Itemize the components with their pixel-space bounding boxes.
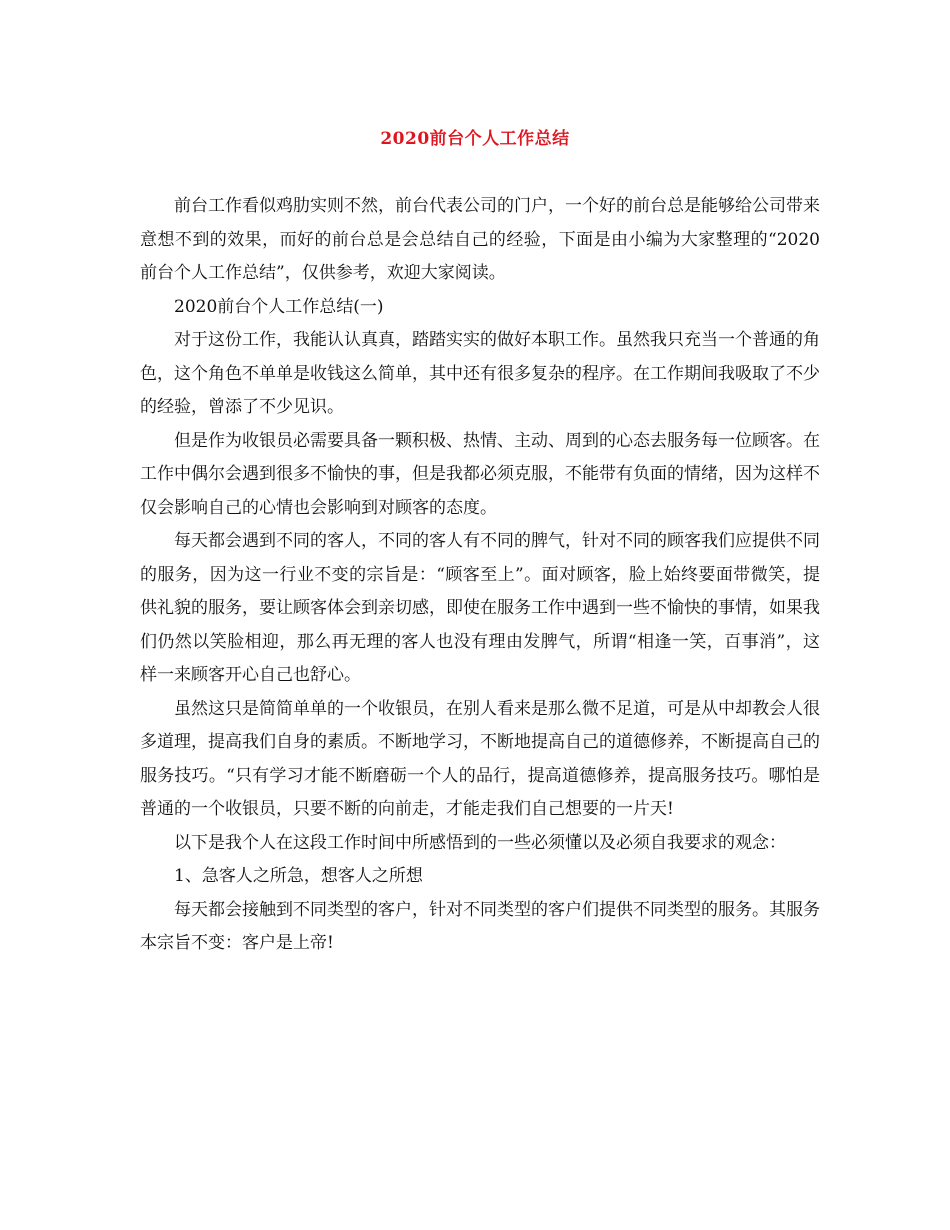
section-heading: 2020前台个人工作总结(一) — [174, 296, 384, 317]
paragraph: 每天都会遇到不同的客人，不同的客人有不同的脾气，针对不同的顾客我们应提供不同的服务，因为这一行业不变的宗旨是：“顾客至上”。面对顾客，脸上始终要面带微笑，提供礼貌的服务，要让顾客体会到亲切感，即使在服务工作中遇到一些不愉快的事情，如果我们仍然以笑脸相迎，那么再无理的客人也没有理由发脾气，所谓“相逢一笑，百事消”，这样一来顾客开心自己也舒心。 — [140, 531, 820, 685]
paragraph: 以下是我个人在这段工作时间中所感悟到的一些必须懂以及必须自我要求的观念： — [174, 832, 786, 853]
paragraph: 虽然这只是简简单单的一个收银员，在别人看来是那么微不足道，可是从中却教会人很多道理，提高我们自身的素质。不断地学习，不断地提高自己的道德修养，不断提高自己的服务技巧。“只有学习才能不断磨砺一个人的品行，提高道德修养，提高服务技巧。哪怕是普通的一个收银员，只要不断的向前走，才能走我们自己想要的一片天! — [140, 698, 820, 819]
list-item-heading: 1、急客人之所急，想客人之所想 — [174, 866, 423, 886]
paragraph-intro: 前台工作看似鸡肋实则不然，前台代表公司的门户，一个好的前台总是能够给公司带来意想不到的效果，而好的前台总是会总结自己的经验，下面是由小编为大家整理的“2020前台个人工作总结”，仅供参考，欢迎大家阅读。 — [140, 196, 820, 283]
paragraph: 但是作为收银员必需要具备一颗积极、热情、主动、周到的心态去服务每一位顾客。在工作中偶尔会遇到很多不愉快的事，但是我都必须克服，不能带有负面的情绪，因为这样不仅会影响自己的心情也会影响到对顾客的态度。 — [140, 430, 820, 518]
document-body — [140, 190, 820, 961]
paragraph: 每天都会接触到不同类型的客户，针对不同类型的客户们提供不同类型的服务。其服务本宗旨不变：客户是上帝! — [140, 899, 820, 953]
document-title: 2020前台个人工作总结 — [380, 129, 570, 149]
paragraph: 对于这份工作，我能认认真真，踏踏实实的做好本职工作。虽然我只充当一个普通的角色，这个角色不单单是收钱这么简单，其中还有很多复杂的程序。在工作期间我吸取了不少的经验，曾添了不少见识。 — [140, 330, 820, 417]
